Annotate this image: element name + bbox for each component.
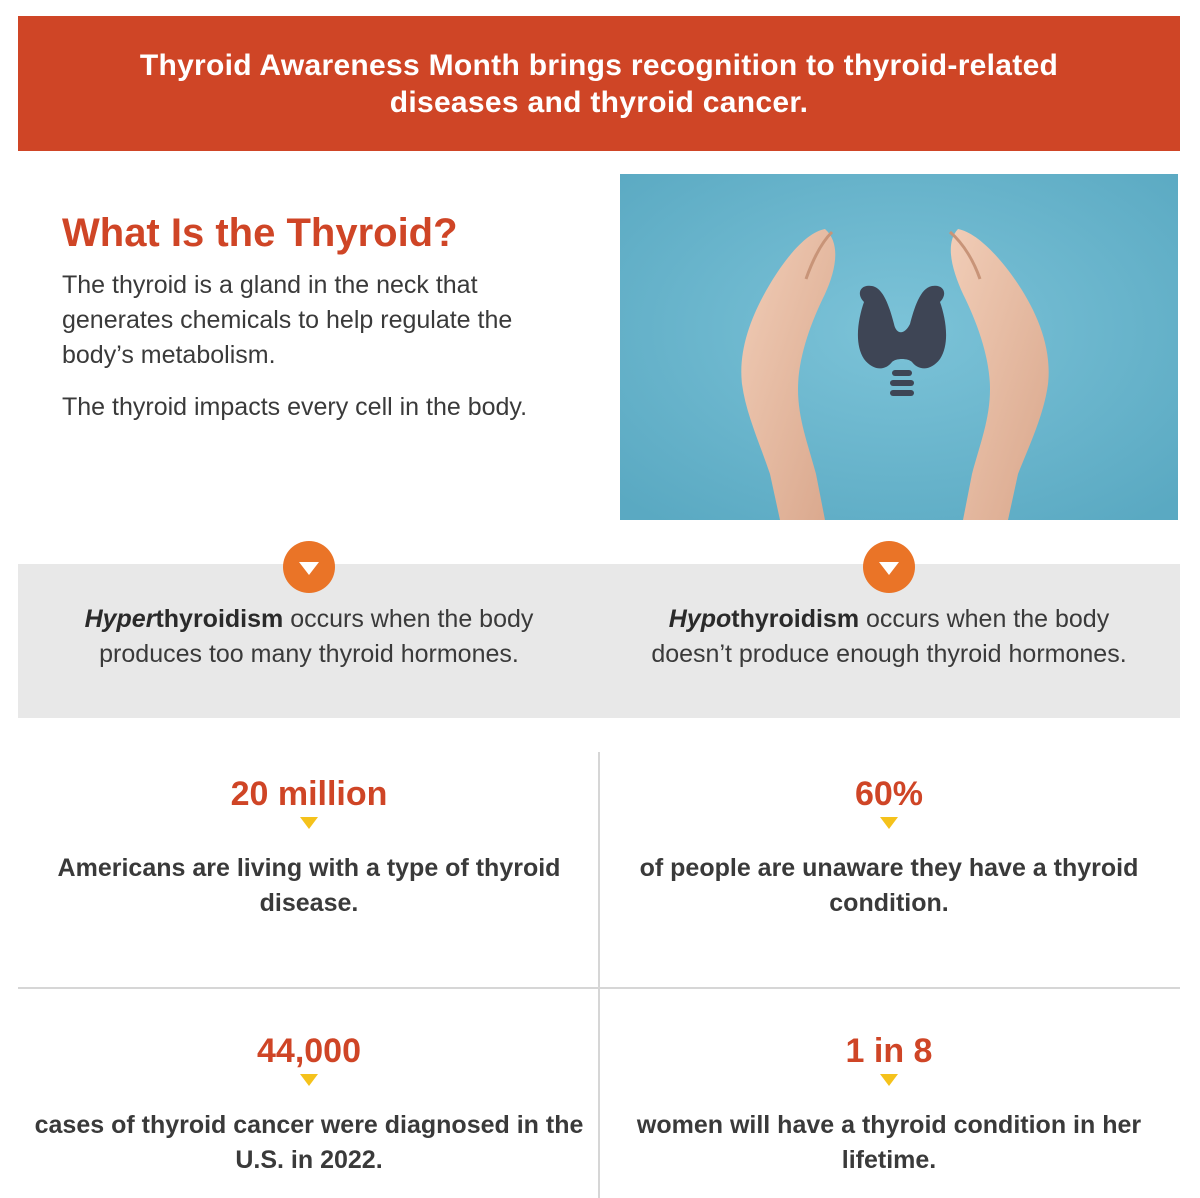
hypo-term: thyroidism bbox=[731, 605, 860, 633]
hands-thyroid-illustration bbox=[620, 174, 1178, 520]
stat-text: cases of thyroid cancer were diagnosed in the U.S. in 2022. bbox=[34, 1111, 584, 1174]
header-banner bbox=[18, 16, 1180, 151]
stat-number: 20 million bbox=[230, 775, 388, 813]
hypothyroidism-text bbox=[649, 602, 1129, 672]
hypo-description: occurs when the body doesn’t produce enough thyroid hormones. bbox=[651, 605, 1127, 668]
stat-number: 60% bbox=[854, 775, 924, 813]
vertical-divider bbox=[598, 752, 600, 1198]
stat-number: 44,000 bbox=[257, 1032, 361, 1070]
stat-20-million bbox=[29, 775, 589, 921]
stat-60-percent bbox=[609, 775, 1169, 921]
hyperthyroidism-text bbox=[69, 602, 549, 672]
hypo-emphasis: Hypo bbox=[668, 605, 732, 633]
hands-thyroid-photo bbox=[620, 174, 1178, 520]
intro-title: What Is the Thyroid? bbox=[62, 211, 458, 255]
marker-right-icon bbox=[863, 541, 915, 593]
stat-text: women will have a thyroid condition in her lifetime. bbox=[636, 1111, 1142, 1174]
stat-number: 1 in 8 bbox=[845, 1032, 933, 1070]
stat-text: of people are unaware they have a thyroid condition. bbox=[639, 854, 1139, 917]
horizontal-divider bbox=[18, 987, 1180, 989]
down-triangle-icon bbox=[300, 1074, 318, 1086]
stat-44000 bbox=[29, 1032, 589, 1178]
intro-paragraph-1: The thyroid is a gland in the neck that generates chemicals to help regulate the body’s metabolism. bbox=[62, 271, 513, 369]
down-triangle-icon bbox=[300, 817, 318, 829]
banner-text: Thyroid Awareness Month brings recognition to thyroid-related diseases and thyroid cancer. bbox=[139, 48, 1059, 119]
stat-text: Americans are living with a type of thyroid disease. bbox=[57, 854, 561, 917]
down-arrow-icon bbox=[879, 562, 899, 575]
hyper-description: occurs when the body produces too many thyroid hormones. bbox=[99, 605, 534, 668]
down-triangle-icon bbox=[880, 1074, 898, 1086]
stat-1-in-8 bbox=[609, 1032, 1169, 1178]
hyper-term: thyroidism bbox=[155, 605, 284, 633]
intro-section bbox=[62, 210, 532, 442]
hyper-emphasis: Hyper bbox=[84, 605, 156, 633]
down-triangle-icon bbox=[880, 817, 898, 829]
intro-paragraph-2: The thyroid impacts every cell in the body. bbox=[62, 393, 528, 421]
down-arrow-icon bbox=[299, 562, 319, 575]
marker-left-icon bbox=[283, 541, 335, 593]
